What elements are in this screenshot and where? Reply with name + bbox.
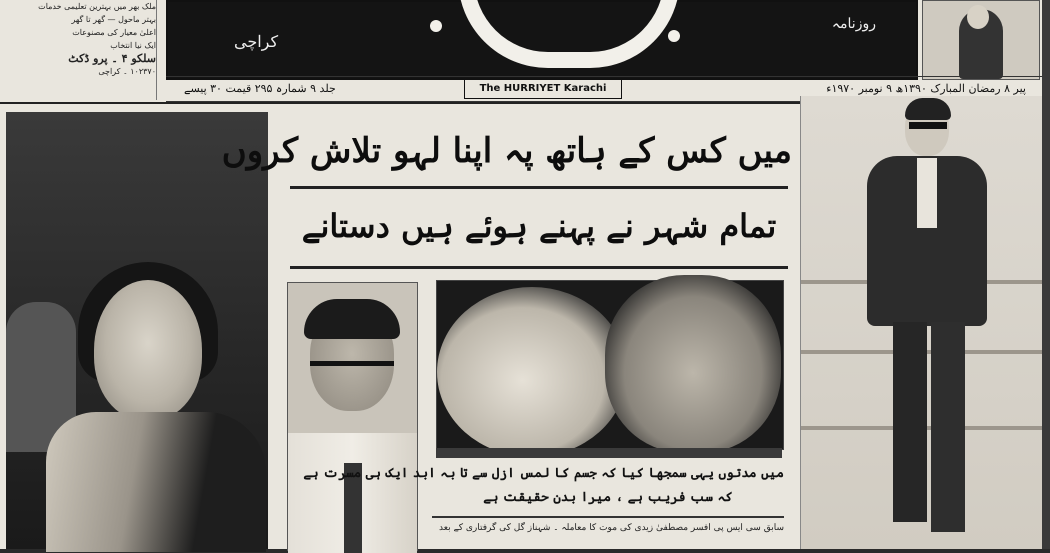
photo-shirt [917, 158, 937, 228]
page-edge [1042, 0, 1050, 549]
advert-line: بہتر ماحول — گھر تا گھر [71, 15, 156, 24]
photo-sunglasses [909, 122, 947, 129]
masthead-logo-block [166, 0, 918, 80]
masthead-photo [922, 0, 1040, 80]
advert-line: ملک بھر میں بہترین تعلیمی خدمات [38, 2, 156, 11]
masthead-city: کراچی [234, 32, 279, 51]
photo-glasses [310, 361, 394, 380]
verse-line: میں مدتوں یہی سمجھا کیا کہ جسم کا لمس ازل سے تا بہ ابد ایک ہی مسرت ہے [303, 466, 784, 481]
news-body-text: سابق سی ایس پی افسر مصطفیٰ زیدی کی موت کا معاملہ ۔ شہناز گل کی گرفتاری کے بعد [432, 516, 784, 549]
man-portrait-photo [287, 282, 418, 551]
photo-caption-strip [436, 448, 782, 458]
advert-line: اعلیٰ معیار کی مصنوعات [72, 28, 156, 37]
advert-line: ایک نیا انتخاب [110, 41, 156, 50]
english-masthead-name: The HURRIYET Karachi [464, 79, 622, 99]
masthead-daily-label: روزنامہ [831, 16, 876, 32]
photo-hair [304, 299, 400, 339]
masthead-advert-box [4, 0, 157, 100]
logo-dot [430, 20, 442, 32]
logo-dot [668, 30, 680, 42]
advert-line: ۱۰۲۳۷۰ ۔ کراچی [98, 67, 156, 76]
photo-shawl [46, 412, 266, 552]
subhead-rule [290, 266, 788, 269]
newspaper-logo [458, 0, 680, 68]
photo-leg [931, 322, 965, 532]
photo-hair [905, 98, 951, 120]
sub-headline: تمام شہر نے پہنے ہوئے ہیں دستانے [301, 207, 777, 245]
headline-rule [290, 186, 788, 189]
date-line: پیر ۸ رمضان المبارک ۱۳۹۰ھ ۹ نومبر ۱۹۷۰ء [826, 82, 1026, 95]
photo-leg [893, 322, 927, 522]
couple-photo [436, 280, 784, 450]
photo-face [967, 5, 989, 29]
photo-man-face [605, 275, 781, 453]
verse-block [303, 462, 784, 516]
advert-line: سلکو ۴ ۔ پرو ڈکٹ [68, 52, 156, 65]
photo-woman-face [437, 287, 627, 457]
walking-man-photo [800, 96, 1043, 549]
verse-line: کہ سب فریب ہے ، میرا بدن حقیقت ہے [483, 490, 733, 505]
main-headline: میں کس کے ہاتھ پہ اپنا لہو تلاش کروں [221, 131, 792, 171]
photo-face [94, 280, 202, 420]
issue-info: جلد ۹ شمارہ ۲۹۵ قیمت ۳۰ پیسے [184, 82, 336, 95]
